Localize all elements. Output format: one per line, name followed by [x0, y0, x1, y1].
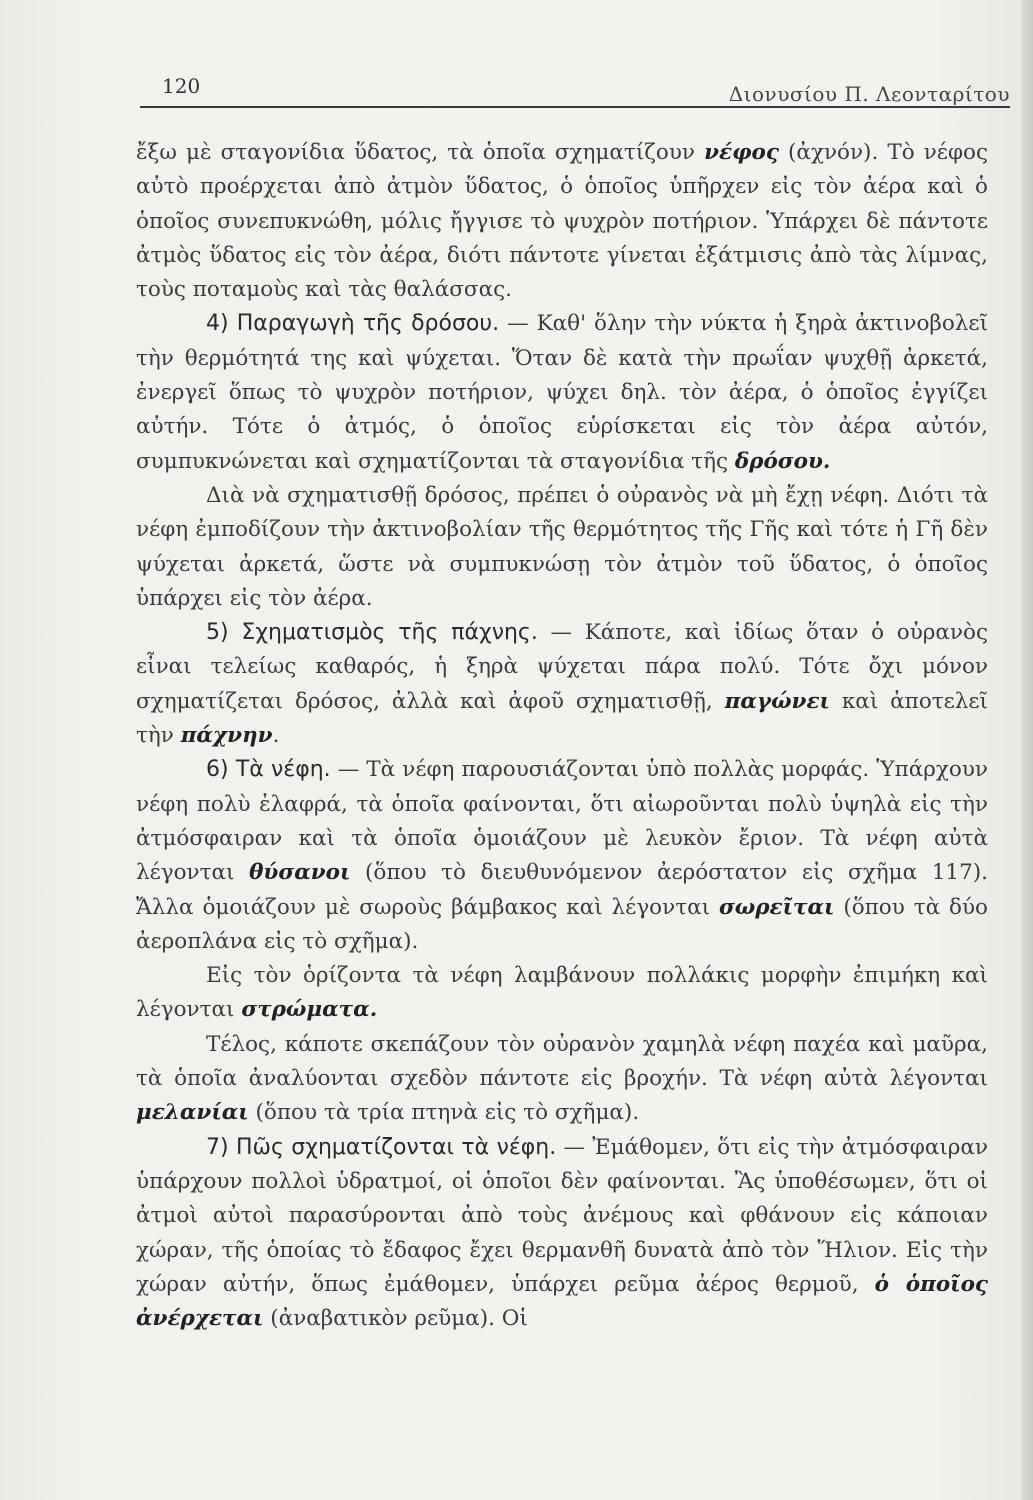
section-heading: 5) Σχηματισμὸς τῆς πάχνης. [206, 620, 538, 646]
text-run: Τέλος, κάποτε σκεπάζουν τὸν οὐρανὸν χαμηλὰ νέφη παχέα καὶ μαῦρα, τὰ ὁποῖα ἀναλύονται σχεδὸν πάντοτε εἰς βροχήν. Τὰ νέφη αὐτὰ λέγονται [136, 1031, 988, 1092]
paragraph [136, 753, 988, 959]
emphasized-term: σωρεῖται [718, 894, 835, 920]
text-run: (ἀχνόν). Τὸ νέφος αὐτὸ προέρχεται ἀπὸ ἀτμὸν ὕδατος, ὁ ὁποῖος ὑπῆρχεν εἰς τὸν ἀέρα καὶ ὁ ὁποῖος συνεπυκνώθη, μόλις ἤγγισε τὸ ψυχρὸν ποτήριον. Ὑπάρχει δὲ πάντοτε ἀτμὸς ὕδατος εἰς τὸν ἀέρα, διότι πάντοτε γίνεται ἐξάτμισις ἀπὸ τὰς λίμνας, τοὺς ποταμοὺς καὶ τὰς θαλάσσας. [136, 140, 988, 303]
text-run: (ὅπου τὸ διευθυνόμενον ἀερόστατον εἰς σχῆμα 117). Ἄλλα ὁμοιάζουν μὲ σωροὺς βάμβακος καὶ λέγονται [136, 860, 988, 920]
text-run: καὶ ἀποτελεῖ τὴν [136, 688, 988, 749]
section-heading: 4) Παραγωγὴ τῆς δρόσου. [206, 311, 500, 337]
text-run: — Ἐμάθομεν, ὅτι εἰς τὴν ἀτμόσφαιραν ὑπάρχουν πολλοὶ ὑδρατμοί, οἱ ὁποῖοι δὲν φαίνονται. Ἂς ὑποθέσωμεν, ὅτι οἱ ἀτμοὶ αὐτοὶ παρασύρονται ἀπὸ τοὺς ἀνέμους καὶ φθάνουν εἰς κάποιαν χώραν, τῆς ὁποίας τὸ ἔδαφος ἔχει θερμανθῆ δυνατὰ ἀπὸ τὸν Ἥλιον. Εἰς τὴν χώραν αὐτήν, ὅπως ἐμάθομεν, ὑπάρχει ρεῦμα ἀέρος θερμοῦ, [136, 1134, 988, 1297]
text-run: (ἀναβατικὸν ρεῦμα). Οἱ [263, 1306, 528, 1332]
paragraph [136, 479, 988, 616]
emphasized-term: στρώματα. [241, 997, 378, 1023]
emphasized-term: παγώνει [724, 688, 830, 714]
text-run: — Καθ' ὅλην τὴν νύκτα ἡ ξηρὰ ἀκτινοβολεῖ τὴν θερμότητά της καὶ ψύχεται. Ὅταν δὲ κατὰ τὴν πρωΐαν ψυχθῇ ἀρκετά, ἐνεργεῖ ὅπως τὸ ψυχρὸν ποτήριον, ψύχει δηλ. τὸν ἀέρα, ὁ ὁποῖος ἐγγίζει αὐτήν. Τότε ὁ ἀτμός, ὁ ὁποῖος εὑρίσκεται εἰς τὸν ἀέρα αὐτόν, συμπυκνώνεται καὶ σχηματίζονται τὰ σταγονίδια τῆς [136, 311, 989, 474]
text-run: Εἰς τὸν ὁρίζοντα τὰ νέφη λαμβάνουν πολλάκις μορφὴν ἐπιμήκη καὶ λέγονται [136, 963, 988, 1023]
text-run: . [272, 723, 280, 749]
emphasized-term: νέφος [704, 140, 779, 165]
text-run: (ὅπου τὰ δύο ἀεροπλάνα εἰς τὸ σχῆμα). [136, 894, 988, 954]
paragraph [136, 1028, 988, 1131]
page-header [140, 72, 1010, 108]
running-head: Διονυσίου Π. Λεονταρίτου [728, 82, 1010, 106]
paragraph [136, 136, 988, 307]
body-text [136, 136, 988, 1336]
emphasized-term: δρόσου. [734, 448, 831, 474]
paragraph [136, 959, 988, 1028]
emphasized-term: πάχνην [180, 723, 273, 749]
page-edge [1021, 0, 1033, 1500]
emphasized-term: θύσανοι [249, 860, 351, 886]
paragraph [136, 1131, 988, 1337]
text-run: (ὅπου τὰ τρία πτηνὰ εἰς τὸ σχῆμα). [248, 1100, 640, 1126]
section-heading: 6) Τὰ νέφη. [206, 757, 331, 783]
text-run: Διὰ νὰ σχηματισθῇ δρόσος, πρέπει ὁ οὐρανὸς νὰ μὴ ἔχῃ νέφη. Διότι τὰ νέφη ἐμποδίζουν τὴν ἀκτινοβολίαν τῆς θερμότητος τῆς Γῆς καὶ τότε ἡ Γῆ δὲν ψύχεται ἀρκετά, ὥστε νὰ συμπυκνώσῃ τὸν ἀτμὸν τοῦ ὕδατος, ὁ ὁποῖος ὑπάρχει εἰς τὸν ἀέρα. [136, 482, 988, 611]
text-run: ἔξω μὲ σταγονίδια ὕδατος, τὰ ὁποῖα σχηματίζουν [136, 140, 705, 165]
section-heading: 7) Πῶς σχηματίζονται τὰ νέφη. [206, 1134, 557, 1160]
text-run: — Κάποτε, καὶ ἰδίως ὅταν ὁ οὐρανὸς εἶναι τελείως καθαρός, ἡ ξηρὰ ψύχεται πάρα πολύ. Τότε ὄχι μόνον σχηματίζεται δρόσος, ἀλλὰ καὶ ἀφοῦ σχηματισθῇ, [136, 620, 988, 714]
page-number: 120 [162, 74, 201, 98]
paragraph [136, 307, 988, 478]
emphasized-term: ὁ ὁποῖος ἀνέρχεται [136, 1271, 988, 1332]
text-run: — Τὰ νέφη παρουσιάζονται ὑπὸ πολλὰς μορφάς. Ὑπάρχουν νέφη πολὺ ἐλαφρά, τὰ ὁποῖα φαίνονται, ὅτι αἰωροῦνται πολὺ ὑψηλὰ εἰς τὴν ἀτμόσφαιραν καὶ τὰ ὁποῖα ὁμοιάζουν μὲ λευκὸν ἔριον. Τὰ νέφη αὐτὰ λέγονται [136, 757, 988, 886]
emphasized-term: μελανίαι [136, 1100, 249, 1126]
paragraph [136, 616, 988, 753]
